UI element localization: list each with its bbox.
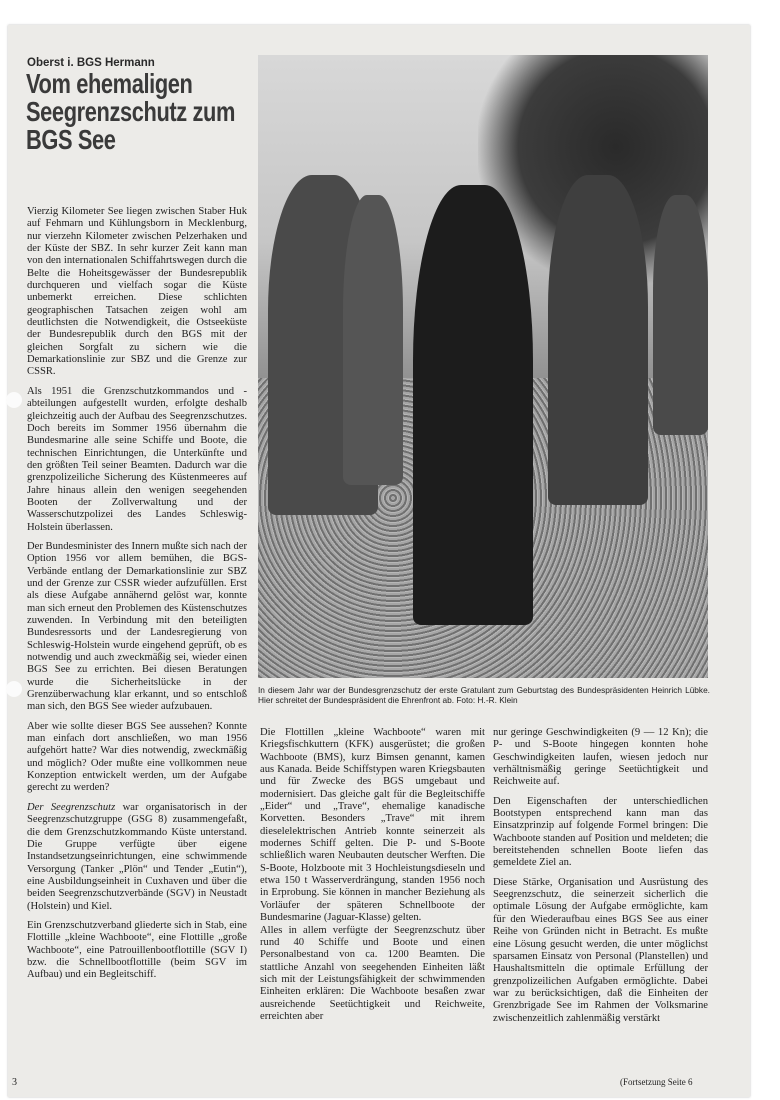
paragraph (27, 802, 247, 913)
paragraph: Den Eigenschaften der unterschiedlichen Bootstypen entsprechend kann man das Einsatzprinzip auf folgende Formel bringen: Die Wachboote standen auf Position und meldeten; die bereitstehenden schnellen Boote liefen das gemeldete Ziel an. (493, 795, 708, 869)
paragraph-text: war organisatorisch in der Seegrenzschutzgruppe (GSG 8) zusammengefaßt, die dem Grenzschutzkommando Küste unterstand. Die Gruppe verfügte über eigene Instandsetzungseinrichtungen, eine schwimmende Versorgung (Tanker „Plön“ und Tender „Eutin“), eine Ausbildungseinheit in Cuxhaven und über die beiden Seegrenzschutzverbände (SGV) in Neustadt (Holstein) und Kiel. (27, 801, 247, 912)
paragraph: Der Bundesminister des Innern mußte sich nach der Option 1956 vor allem bemühen, die BGS-Verbände entlang der Demarkationslinie zur SBZ und der Grenze zur CSSR wieder aufzufüllen. Erst als diese Aufgabe annähernd gelöst war, konnte man sich erneut den Problemen des Küstenschutzes zuwenden. In Verbindung mit den beteiligten Bundesressorts und der Landesregierung von Schleswig-Holstein wurde eingehend geprüft, ob es notwendig und auch zweckmäßig sei, wieder einen BGS See zu errichten. Bei diesen Beratungen wurde die Sicherheitslücke in der Grenzüberwachung klar erkannt, und so entschloß man sich, den BGS See wieder aufzubauen. (27, 540, 247, 713)
paragraph: Ein Grenzschutzverband gliederte sich in Stab, eine Flottille „kleine Wachboote“, eine Flottille „große Wachboote“, eine Patrouillenbootflottille (SGV I) bzw. die Schnellbootflottille (beim SGV im Aufbau) und ein Begleitschiff. (27, 919, 247, 981)
article-title: Vom ehemaligen Seegrenzschutz zum BGS See (26, 68, 236, 155)
paragraph: Vierzig Kilometer See liegen zwischen Staber Huk auf Fehmarn und Kühlungsborn in Mecklenburg, nur vierzehn Kilometer zwischen Pelzerhaken und der Küste der SBZ. In sehr kurzer Zeit kann man von den internationalen Schiffahrtswegen durch die Belte die Hoheitsgewässer der Bundesrepublik durchqueren und vielfach sogar die Küste unbemerkt erreichen. Diese schlichten geographischen Tatsachen zeigen wohl am deutlichsten die Notwendigkeit, die Ostseeküste der Bundesrepublik durch den BGS mit der gleichen Sorgfalt zu sichern wie die Demarkationslinie zur SBZ und die Grenze zur CSSR. (27, 206, 247, 378)
author-byline: Oberst i. BGS Hermann (27, 57, 155, 69)
paragraph: Diese Stärke, Organisation und Ausrüstung des Seegrenzschutz, die seinerzeit sicherlich die optimale Lösung der Aufgabe ermöglichte, kam für den Wiederaufbau eines BGS See aus einer Reihe von Gründen nicht in Betracht. Es mußte eine Lösung gesucht werden, die unter möglichst sparsamen Einsatz von Personal (Planstellen) und Haushaltsmitteln die optimale Erfüllung der grenzpolizeilichen Aufgaben ermöglichte. Dabei war zu berücksichtigen, daß die Einheiten der Grenzbrigade See im Rahmen der Volksmarine zwischenzeitlich zahlenmäßig verstärkt (493, 876, 708, 1024)
punch-hole (6, 681, 22, 697)
page-number: 3 (12, 1077, 17, 1088)
italic-lead: Der Seegrenzschutz (27, 801, 116, 813)
middle-column (260, 727, 485, 1030)
photo-soldier-right (548, 175, 648, 505)
photo-soldier-middle (343, 195, 403, 485)
paragraph: Alles in allem verfügte der Seegrenzschutz über rund 40 Schiffe und Boote und einen Personalbestand von ca. 1200 Beamten. Die stattliche Anzahl von seegehenden Einheiten läßt sich mit der Leistungsfähigkeit der schwimmenden Einheiten erklären: Die Wachboote besaßen zwar ausreichende Seetüchtigkeit und Reichweite, erreichten aber (260, 924, 485, 1022)
paragraph: nur geringe Geschwindigkeiten (9 — 12 Kn); die P- und S-Boote hingegen konnten hohe Geschwindigkeiten laufen, wiesen jedoch nur verhältnismäßig geringe Seetüchtigkeit und Reichweite auf. (493, 727, 708, 788)
photo-president (413, 185, 533, 625)
paragraph: Als 1951 die Grenzschutzkommandos und -abteilungen aufgestellt wurden, erfolgte deshalb gleichzeitig auch der Aufbau des Seegrenzschutzes. Doch bereits im Sommer 1956 übernahm die Bundesmarine alle seine Schiffe und Boote, die technischen Einrichtungen, die Unterkünfte und den größten Teil seiner Beamten. Dadurch war die grenzpolizeiliche Sicherung des Küstenmeeres auf Jahre hinaus allein den wenigen seegehenden Booten der Zollverwaltung und der Wasserschutzpolizei des Landes Schleswig-Holstein überlassen. (27, 385, 247, 533)
article-photo (258, 55, 708, 678)
paragraph: Die Flottillen „kleine Wachboote“ waren mit Kriegsfischkuttern (KFK) ausgerüstet; die großen Wachboote (BMS), kurz Bimsen genannt, kamen aus Kanada. Beide Schiffstypen waren Kriegsbauten und für Zwecke des BGS umgebaut und modernisiert. Das gleiche galt für die Begleitschiffe „Eider“ und „Trave“, ehemalige kanadische Korvetten. Besonders „Trave“ mit ihrem dieselelektrischen Antrieb konnte seinerzeit als modernes Schiff gelten. Die P- und S-Boote schließlich waren Neubauten deutscher Werften. Die S-Boote, Holzboote mit 3 Hochleistungsdieseln und etwa 150 t Wasserverdrängung, standen 1956 noch in Erprobung. Sie können in mancher Beziehung als Vorläufer der späteren Schnellboote der Bundesmarine (Jaguar-Klasse) gelten. (260, 727, 485, 924)
continuation-note: (Fortsetzung Seite 6 (620, 1077, 693, 1087)
photo-soldiers-background (653, 195, 708, 435)
photo-caption: In diesem Jahr war der Bundesgrenzschutz der erste Gratulant zum Geburtstag des Bundespräsidenten Heinrich Lübke. Hier schreitet der Bundespräsident die Ehrenfront ab. Foto: H.-R. Klein (258, 685, 710, 705)
paragraph: Aber wie sollte dieser BGS See aussehen? Konnte man einfach dort anschließen, wo man 1956 aufgehört hatte? War dies notwendig, zweckmäßig und möglich? Oder mußte eine vollkommen neue Konzeption entwickelt werden, um der Aufgabe gerecht zu werden? (27, 720, 247, 794)
punch-hole (6, 392, 22, 408)
right-column (493, 727, 708, 1032)
left-column (27, 206, 247, 989)
